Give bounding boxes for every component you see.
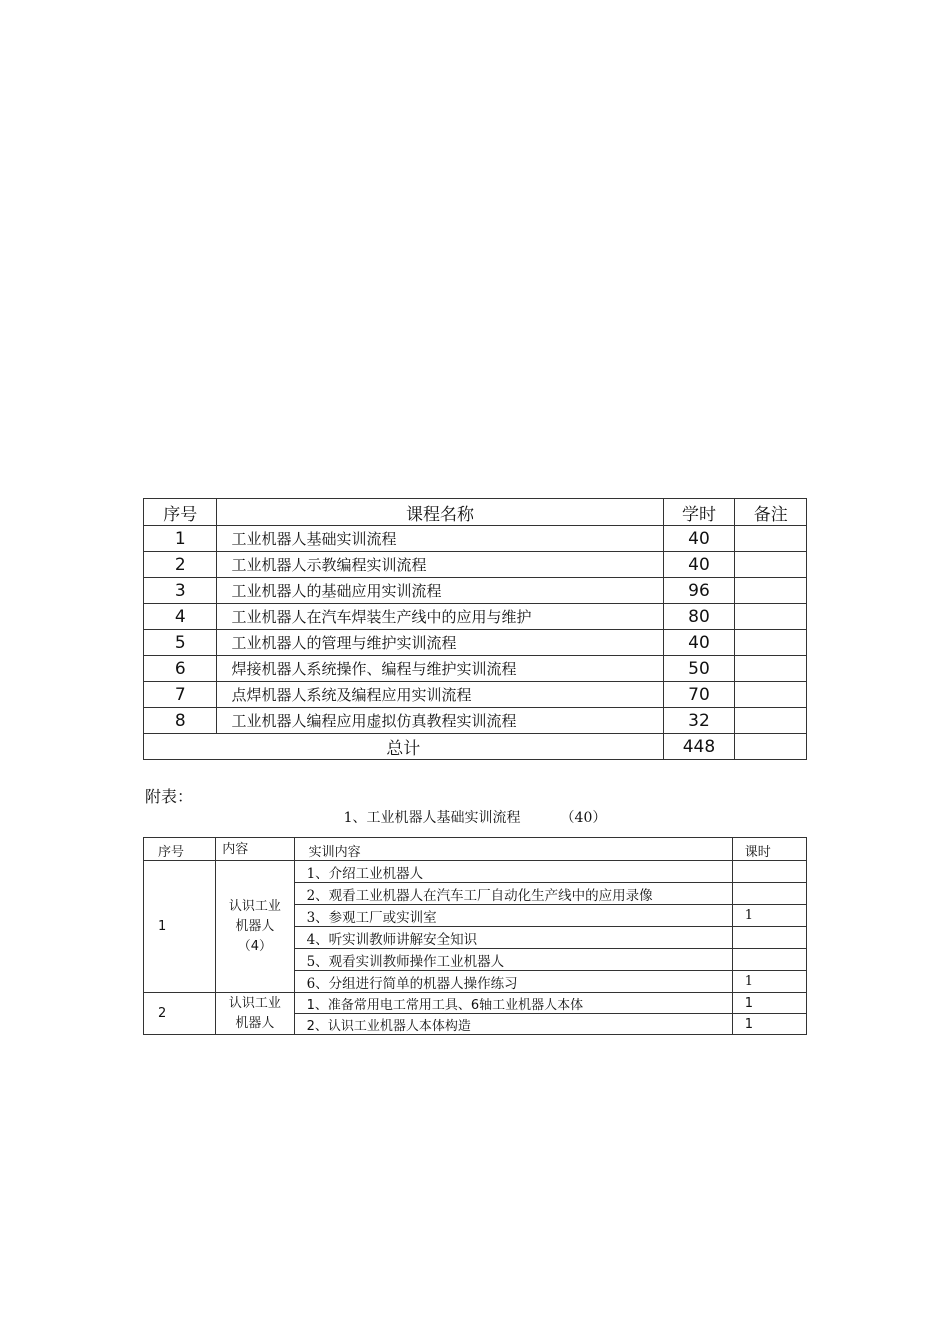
training-hours: 1 [732,1014,806,1035]
header-note: 备注 [735,499,807,526]
training-item: 1、介绍工业机器人 [294,861,732,883]
row-index: 5 [144,630,217,656]
table-row [144,604,807,630]
appendix-title [0,807,950,827]
row-hours: 40 [663,526,735,552]
training-item: 3、参观工厂或实训室 [294,905,732,927]
header-training-content: 实训内容 [294,838,732,861]
appendix-label: 附表： [145,787,194,806]
row-note [735,630,807,656]
training-item: 6、分组进行简单的机器人操作练习 [294,971,732,993]
detail-table [143,837,807,1035]
row-note [735,682,807,708]
row-note [735,552,807,578]
row-note [735,578,807,604]
row-index: 8 [144,708,217,734]
row-index: 3 [144,578,217,604]
table-row [144,708,807,734]
header-index: 序号 [144,838,216,861]
row-hours: 80 [663,604,735,630]
row-hours: 70 [663,682,735,708]
group-topic-hours: （4） [237,938,273,954]
row-index: 6 [144,656,217,682]
training-hours [732,883,806,905]
row-hours: 50 [663,656,735,682]
training-item: 2、观看工业机器人在汽车工厂自动化生产线中的应用录像 [294,883,732,905]
header-index: 序号 [144,499,217,526]
training-hours: 1 [732,905,806,927]
group-topic-line1: 认识工业 [228,995,281,1011]
table-row [144,526,807,552]
training-item: 1、准备常用电工常用工具、6轴工业机器人本体 [294,993,732,1014]
row-note [735,526,807,552]
row-hours: 96 [663,578,735,604]
row-note [735,604,807,630]
row-index: 2 [144,552,217,578]
table-row [144,993,807,1014]
table-row [144,630,807,656]
group-index: 2 [144,993,216,1035]
training-hours [732,927,806,949]
total-label: 总计 [144,734,664,760]
course-table [143,498,807,760]
header-topic: 内容 [216,838,294,861]
row-index: 4 [144,604,217,630]
row-course-name: 工业机器人的管理与维护实训流程 [217,630,663,656]
training-item: 4、听实训教师讲解安全知识 [294,927,732,949]
row-hours: 40 [663,552,735,578]
row-hours: 40 [663,630,735,656]
row-course-name: 工业机器人的基础应用实训流程 [217,578,663,604]
table-row [144,861,807,883]
row-course-name: 工业机器人编程应用虚拟仿真教程实训流程 [217,708,663,734]
total-row [144,734,807,760]
table-row [144,656,807,682]
row-course-name: 点焊机器人系统及编程应用实训流程 [217,682,663,708]
course-table-header [144,499,807,526]
row-course-name: 工业机器人基础实训流程 [217,526,663,552]
group-topic-line2: 机器人 [235,1015,275,1031]
total-note [735,734,807,760]
row-note [735,656,807,682]
training-hours [732,861,806,883]
group-topic-line2: 机器人 [235,918,275,934]
training-item: 5、观看实训教师操作工业机器人 [294,949,732,971]
row-course-name: 工业机器人在汽车焊装生产线中的应用与维护 [217,604,663,630]
total-hours: 448 [663,734,735,760]
header-class-hours: 课时 [732,838,806,861]
group-topic [216,993,294,1035]
group-index: 1 [144,861,216,993]
training-hours [732,949,806,971]
row-course-name: 工业机器人示教编程实训流程 [217,552,663,578]
table-row [144,682,807,708]
header-hours: 学时 [663,499,735,526]
detail-table-header [144,838,807,861]
training-item: 2、认识工业机器人本体构造 [294,1014,732,1035]
header-course-name: 课程名称 [217,499,663,526]
appendix-title-text: 1、工业机器人基础实训流程 [343,810,521,826]
table-row [144,578,807,604]
training-hours: 1 [732,993,806,1014]
table-row [144,552,807,578]
appendix-title-hours: （40） [560,810,607,826]
row-note [735,708,807,734]
row-index: 7 [144,682,217,708]
training-hours: 1 [732,971,806,993]
row-hours: 32 [663,708,735,734]
row-index: 1 [144,526,217,552]
group-topic-line1: 认识工业 [228,898,281,914]
group-topic [216,861,294,993]
row-course-name: 焊接机器人系统操作、编程与维护实训流程 [217,656,663,682]
